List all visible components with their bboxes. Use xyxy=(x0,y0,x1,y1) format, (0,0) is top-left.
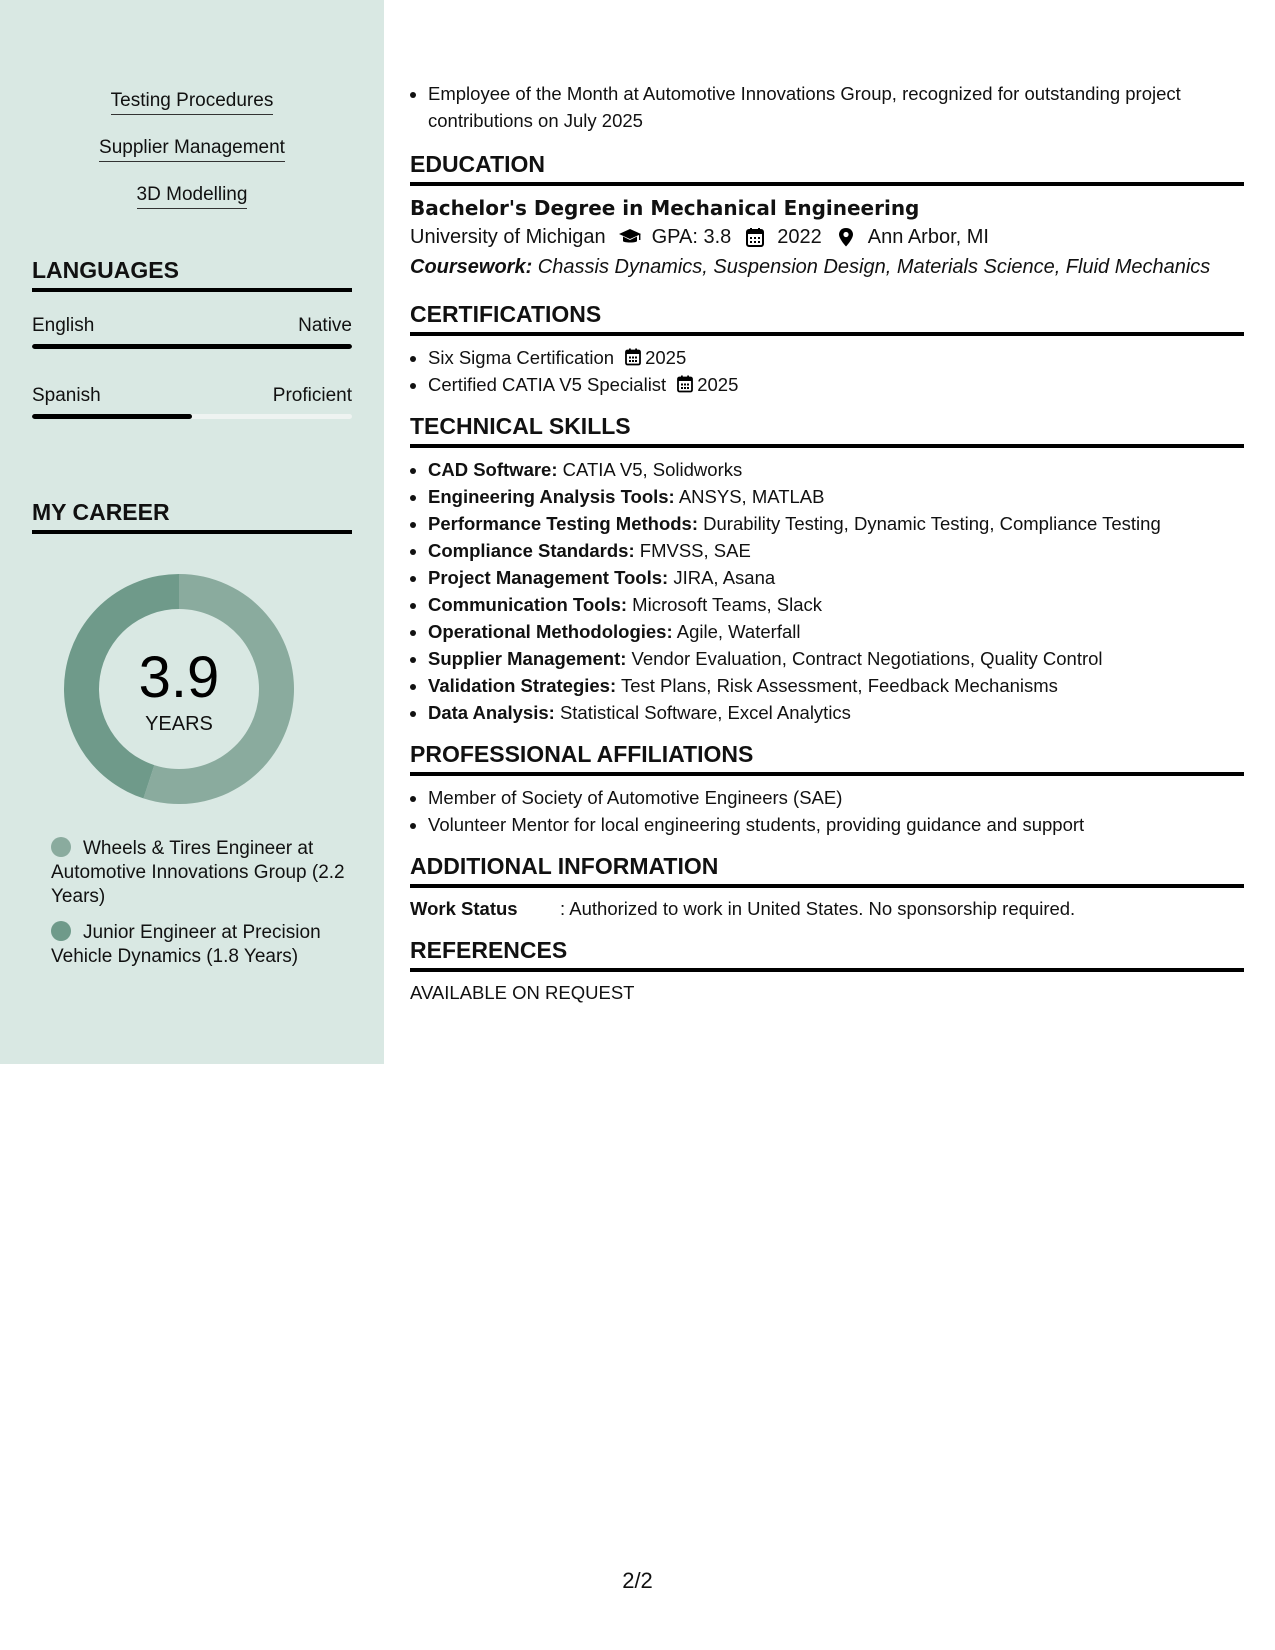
skill-value: Durability Testing, Dynamic Testing, Compliance Testing xyxy=(698,513,1161,534)
language-level: Proficient xyxy=(272,385,352,406)
calendar-icon xyxy=(743,227,767,247)
skill-tags xyxy=(0,88,384,229)
references-heading: REFERENCES xyxy=(410,936,1244,972)
achievement-item: • Employee of the Month at Automotive Innovations Group, recognized for outstanding project contributions on July 2025 xyxy=(428,80,1244,134)
language-name: Spanish xyxy=(32,385,101,406)
skill-item xyxy=(428,483,1244,510)
certification-name: Certified CATIA V5 Specialist xyxy=(428,374,667,395)
work-status-value: : Authorized to work in United States. No sponsorship required. xyxy=(560,898,1076,919)
skill-value: ANSYS, MATLAB xyxy=(674,486,825,507)
affiliations-heading: PROFESSIONAL AFFILIATIONS xyxy=(410,740,1244,776)
language-bar-fill xyxy=(32,414,192,419)
skill-value: Agile, Waterfall xyxy=(672,621,801,642)
language-bar xyxy=(32,414,352,419)
education-coursework xyxy=(410,252,1244,282)
skill-item xyxy=(428,618,1244,645)
language-english xyxy=(32,314,352,349)
language-spanish xyxy=(32,384,352,419)
career-item xyxy=(51,921,351,969)
certification-year: 2025 xyxy=(697,374,739,395)
skill-value: JIRA, Asana xyxy=(668,567,776,588)
skill-label: Engineering Analysis Tools: xyxy=(428,486,675,507)
certifications-heading: CERTIFICATIONS xyxy=(410,300,1244,336)
technical-skills-heading: TECHNICAL SKILLS xyxy=(410,412,1244,448)
skill-value: CATIA V5, Solidworks xyxy=(557,459,743,480)
skill-item xyxy=(428,699,1244,726)
certifications-list xyxy=(410,344,1244,398)
career-donut xyxy=(64,574,294,804)
skill-label: Validation Strategies: xyxy=(428,675,617,696)
language-bar xyxy=(32,344,352,349)
references-text: AVAILABLE ON REQUEST xyxy=(410,982,635,1003)
career-total-unit: YEARS xyxy=(145,713,213,735)
affiliations-list xyxy=(410,784,1244,838)
skill-label: Compliance Standards: xyxy=(428,540,635,561)
graduation-cap-icon xyxy=(618,227,642,247)
education-gpa: GPA: 3.8 xyxy=(651,226,732,248)
skill-label: Operational Methodologies: xyxy=(428,621,673,642)
skill-item xyxy=(428,672,1244,699)
skill-item xyxy=(428,591,1244,618)
skill-label: Performance Testing Methods: xyxy=(428,513,699,534)
work-status-label: Work Status xyxy=(410,898,518,919)
sidebar xyxy=(0,0,384,1064)
career-total-years: 3.9 xyxy=(138,645,220,710)
education-heading: EDUCATION xyxy=(410,150,1244,186)
education-location: Ann Arbor, MI xyxy=(867,226,989,248)
skill-item xyxy=(428,645,1244,672)
certification-year: 2025 xyxy=(645,347,687,368)
skill-label: CAD Software: xyxy=(428,459,558,480)
education-school: University of Michigan xyxy=(410,226,606,248)
skill-value: Microsoft Teams, Slack xyxy=(627,594,823,615)
language-level: Native xyxy=(298,315,352,336)
skill-item xyxy=(428,510,1244,537)
additional-info-heading: ADDITIONAL INFORMATION xyxy=(410,852,1244,888)
skill-label: Project Management Tools: xyxy=(428,567,669,588)
education-year: 2022 xyxy=(777,226,822,248)
career-item xyxy=(51,837,351,909)
calendar-icon xyxy=(676,375,694,393)
affiliation-item: • Member of Society of Automotive Engineers (SAE) xyxy=(428,784,1244,811)
education-degree: Bachelor's Degree in Mechanical Engineering xyxy=(410,196,920,220)
skill-item xyxy=(428,456,1244,483)
skill-tag: Supplier Management xyxy=(99,135,285,162)
career-item-text: Wheels & Tires Engineer at Automotive Innovations Group (2.2 Years) xyxy=(51,838,345,907)
skill-item xyxy=(428,537,1244,564)
main-content xyxy=(410,80,1244,1006)
skill-label: Data Analysis: xyxy=(428,702,555,723)
achievements-list xyxy=(410,80,1244,134)
coursework-value: Chassis Dynamics, Suspension Design, Materials Science, Fluid Mechanics xyxy=(532,256,1211,278)
skill-tag: 3D Modelling xyxy=(137,182,248,209)
language-bar-fill xyxy=(32,344,352,349)
calendar-icon xyxy=(624,348,642,366)
page-number: 2/2 xyxy=(622,1568,653,1593)
certification-item xyxy=(428,371,1244,398)
technical-skills-list xyxy=(410,456,1244,726)
work-status xyxy=(410,896,1244,922)
career-item-text: Junior Engineer at Precision Vehicle Dynamics (1.8 Years) xyxy=(51,922,321,967)
career-heading: MY CAREER xyxy=(32,498,352,534)
skill-value: Vendor Evaluation, Contract Negotiations, Quality Control xyxy=(626,648,1103,669)
language-name: English xyxy=(32,315,95,336)
skill-item xyxy=(428,564,1244,591)
coursework-label: Coursework: xyxy=(410,256,533,278)
skill-tag: Testing Procedures xyxy=(111,88,274,115)
skill-value: FMVSS, SAE xyxy=(634,540,751,561)
career-dot xyxy=(51,921,71,941)
languages-heading: LANGUAGES xyxy=(32,256,352,292)
affiliation-item: • Volunteer Mentor for local engineering students, providing guidance and support xyxy=(428,811,1244,838)
skill-value: Test Plans, Risk Assessment, Feedback Mechanisms xyxy=(616,675,1058,696)
career-list xyxy=(51,837,351,981)
certification-item xyxy=(428,344,1244,371)
map-pin-icon xyxy=(834,227,858,247)
education-details xyxy=(410,222,1244,252)
skill-label: Supplier Management: xyxy=(428,648,627,669)
career-dot xyxy=(51,837,71,857)
skill-label: Communication Tools: xyxy=(428,594,628,615)
skill-value: Statistical Software, Excel Analytics xyxy=(554,702,851,723)
certification-name: Six Sigma Certification xyxy=(428,347,615,368)
